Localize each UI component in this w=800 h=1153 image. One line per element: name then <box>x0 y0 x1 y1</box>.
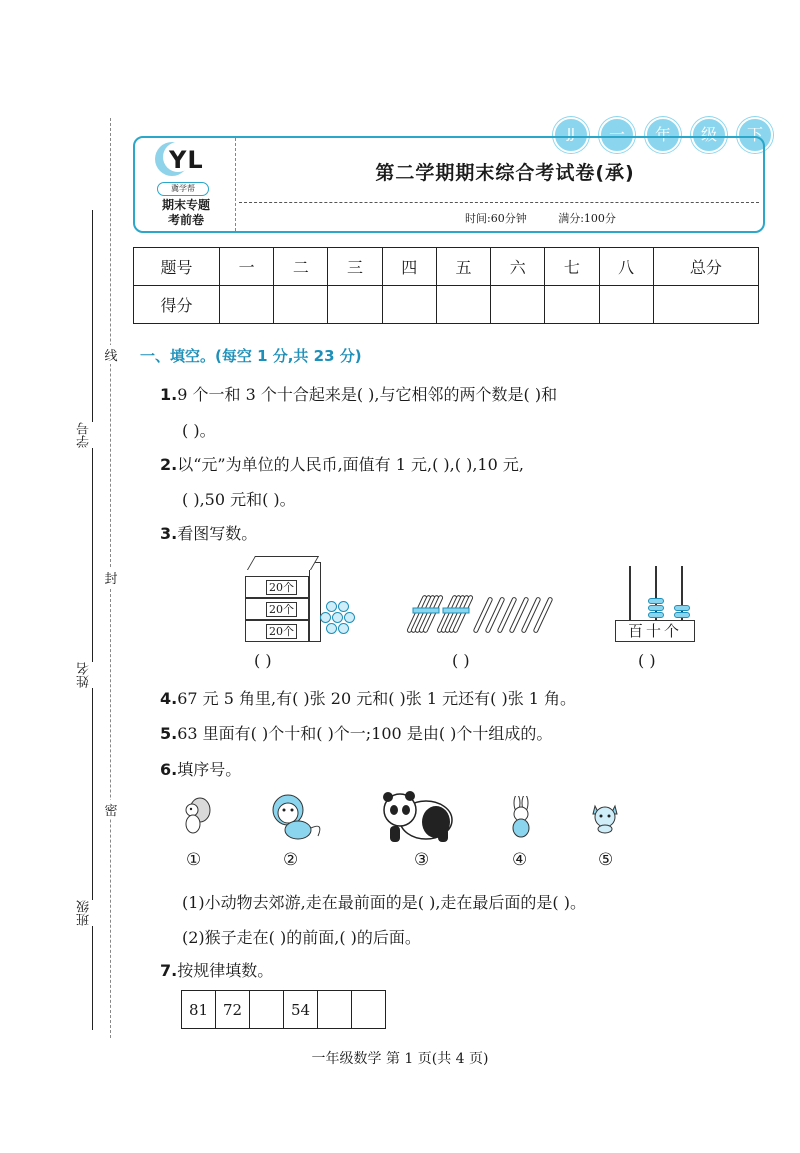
question-number: 2. <box>160 455 178 474</box>
score-table-cell: 五 <box>436 248 490 286</box>
page-footer: 一年级数学 第 1 页(共 4 页) <box>311 1051 489 1067</box>
answer-blank[interactable]: ( ) <box>254 651 272 670</box>
score-input-cell[interactable] <box>220 286 274 324</box>
order-mark: ① <box>186 850 202 870</box>
question-6 <box>160 757 241 780</box>
single-cube-dot <box>338 623 349 634</box>
grade-bubble: 一 <box>599 117 635 153</box>
question-text: 看图写数。 <box>177 524 258 543</box>
kitten-icon <box>590 800 620 834</box>
cube-top <box>247 556 319 570</box>
sequence-cell: 81 <box>182 991 216 1029</box>
yl-logo <box>155 142 217 182</box>
grade-bubble: 级 <box>691 117 727 153</box>
student-id-label: 学号 <box>78 422 98 448</box>
single-cube-dot <box>320 612 331 623</box>
sequence-blank[interactable] <box>352 991 386 1029</box>
header-rule <box>239 202 759 203</box>
question-2-continued: ( ),50 元和( )。 <box>182 490 296 509</box>
question-text: 以“元”为单位的人民币,面值有 1 元,( ),( ),10 元, <box>177 455 524 474</box>
score-table-cell: 七 <box>545 248 599 286</box>
answer-blank[interactable]: ( ) <box>452 651 470 670</box>
cube-layer <box>245 598 309 620</box>
question-4 <box>160 686 576 709</box>
order-mark: ② <box>283 850 299 870</box>
question-number: 6. <box>160 760 178 779</box>
answer-blank[interactable]: ( ) <box>638 651 656 670</box>
score-table-score-row <box>134 286 759 324</box>
squirrel-icon <box>180 796 212 838</box>
number-sequence-table <box>181 990 386 1029</box>
question-text: 按规律填数。 <box>177 961 274 980</box>
sequence-blank[interactable] <box>250 991 284 1029</box>
question-number: 7. <box>160 961 178 980</box>
logo-text: YL <box>169 146 204 174</box>
question-1 <box>160 382 557 405</box>
question-5 <box>160 721 552 744</box>
score-input-cell[interactable] <box>653 286 758 324</box>
score-input-cell[interactable] <box>599 286 653 324</box>
question-number: 5. <box>160 724 178 743</box>
question-text: 填序号。 <box>177 760 242 779</box>
question-1-continued: ( )。 <box>182 421 216 440</box>
seal-seal-char: 封 <box>103 568 119 587</box>
sequence-cell: 54 <box>284 991 318 1029</box>
abacus-bead <box>648 598 664 604</box>
score-table-cell: 三 <box>328 248 382 286</box>
seal-line-char: 线 <box>103 345 119 364</box>
series-line-2: 考前卷 <box>167 213 204 227</box>
score-table-cell: 题号 <box>134 248 220 286</box>
header-divider <box>235 138 236 231</box>
score-table-header-row <box>134 248 759 286</box>
order-mark: ④ <box>512 850 528 870</box>
score-table-cell: 八 <box>599 248 653 286</box>
series-name <box>143 198 229 228</box>
abacus-rod-hundreds <box>629 566 631 622</box>
score-table-cell: 四 <box>382 248 436 286</box>
single-cube-dot <box>338 601 349 612</box>
score-table-cell: 六 <box>491 248 545 286</box>
name-label: 姓名 <box>78 662 98 688</box>
sequence-cell: 72 <box>216 991 250 1029</box>
question-number: 1. <box>160 385 178 404</box>
exam-time: 时间:60分钟 <box>465 212 527 225</box>
question-6-part-2: (2)猴子走在( )的前面,( )的后面。 <box>182 928 421 947</box>
question-text: 63 里面有( )个十和( )个一;100 是由( )个十组成的。 <box>177 724 553 743</box>
question-2 <box>160 452 524 475</box>
panda-icon <box>378 788 456 846</box>
rabbit-icon <box>506 796 536 838</box>
cube-layer <box>245 620 309 642</box>
series-line-1: 期末专题 <box>161 198 210 212</box>
score-input-cell[interactable] <box>545 286 599 324</box>
grade-bubble: JJ <box>553 117 589 153</box>
abacus-place-labels: 百十个 <box>615 620 695 642</box>
single-cube-dot <box>326 601 337 612</box>
question-text: 67 元 5 角里,有( )张 20 元和( )张 1 元还有( )张 1 角。 <box>177 689 577 708</box>
question-number: 3. <box>160 524 178 543</box>
grade-bubble: 年 <box>645 117 681 153</box>
order-mark: ③ <box>414 850 430 870</box>
exam-title: 第二学期期末综合考试卷(承) <box>375 162 635 184</box>
abacus-bead <box>674 605 690 611</box>
score-input-cell[interactable] <box>328 286 382 324</box>
score-table-cell: 二 <box>274 248 328 286</box>
score-table-cell: 总分 <box>653 248 758 286</box>
cube-label: 20个 <box>266 602 297 617</box>
cube-label: 20个 <box>266 580 297 595</box>
abacus-bead <box>648 612 664 618</box>
cube-side <box>309 562 321 642</box>
exam-header <box>133 136 765 233</box>
question-3 <box>160 521 257 544</box>
score-row-label: 得分 <box>134 286 220 324</box>
single-cube-dot <box>344 612 355 623</box>
grade-bubble: 下 <box>737 117 773 153</box>
cube-stack-figure <box>245 556 320 642</box>
score-input-cell[interactable] <box>274 286 328 324</box>
seal-secret-char: 密 <box>103 800 119 819</box>
brand-badge: 冀学帮 <box>157 182 209 196</box>
question-text: 9 个一和 3 个十合起来是( ),与它相邻的两个数是( )和 <box>177 385 558 404</box>
stick-bundle-2 <box>437 595 474 633</box>
score-table-cell: 一 <box>220 248 274 286</box>
score-input-cell[interactable] <box>436 286 490 324</box>
abacus-bead <box>648 605 664 611</box>
order-mark: ⑤ <box>598 850 614 870</box>
question-number: 4. <box>160 689 178 708</box>
stick-bundle-1 <box>407 595 444 633</box>
question-7 <box>160 958 273 981</box>
score-input-cell[interactable] <box>382 286 436 324</box>
single-cube-dot <box>326 623 337 634</box>
cube-label: 20个 <box>266 624 297 639</box>
score-input-cell[interactable] <box>491 286 545 324</box>
sequence-blank[interactable] <box>318 991 352 1029</box>
stick-bundles-figure <box>405 588 555 638</box>
exam-full-score: 满分:100分 <box>558 212 616 225</box>
single-cube-dot <box>332 612 343 623</box>
exam-meta <box>465 210 644 226</box>
question-6-part-1: (1)小动物去郊游,走在最前面的是( ),走在最后面的是( )。 <box>182 893 586 912</box>
abacus-bead <box>674 612 690 618</box>
score-table <box>133 247 759 324</box>
monkey-icon <box>268 792 326 842</box>
cube-layer <box>245 576 309 598</box>
class-label: 班级 <box>78 900 98 926</box>
section-title: 一、填空。(每空 1 分,共 23 分) <box>140 347 362 365</box>
